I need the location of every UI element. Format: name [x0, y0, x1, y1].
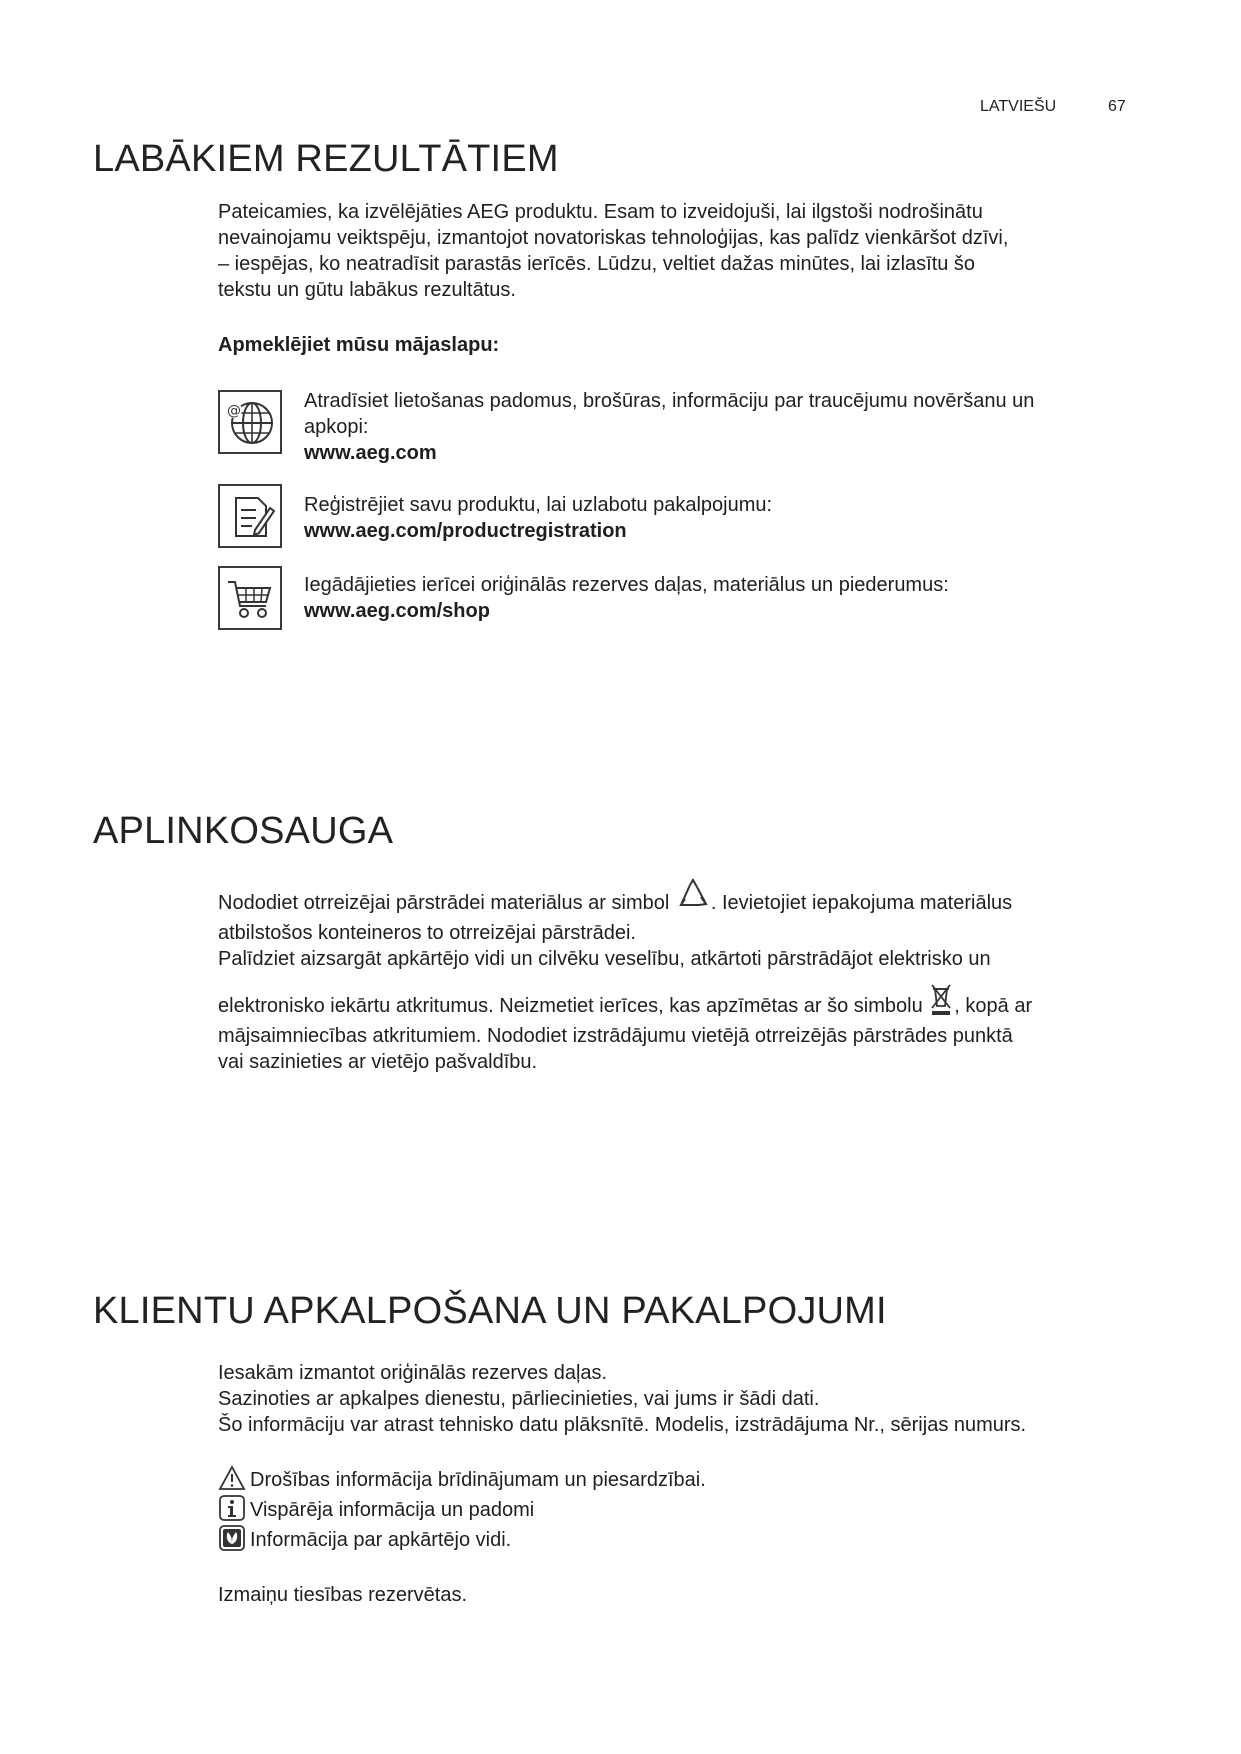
link-description-cont: apkopi: [304, 416, 369, 438]
info-icon [218, 1495, 246, 1521]
web-globe-icon [218, 390, 282, 454]
link-support [304, 388, 1144, 466]
service-line: Iesakām izmantot oriģinālās rezerves daļas. [218, 1362, 608, 1384]
aeg-website-link[interactable]: www.aeg.com [304, 442, 437, 464]
crossed-bin-icon [928, 982, 954, 1023]
environment-line: mājsaimniecības atkritumiem. Nododiet izstrādājumu vietējā otrreizējās pārstrādes punktā [218, 1025, 1013, 1047]
environment-paragraph [218, 877, 1138, 1075]
intro-line: Pateicamies, ka izvēlējāties AEG produktu. Esam to izveidojuši, lai ilgstoši nodrošinātu [218, 201, 983, 223]
link-description: Reģistrējiet savu produktu, lai uzlabotu pakalpojumu: [304, 494, 773, 516]
section-title-best-results: LABĀKIEM REZULTĀTIEM [93, 138, 559, 180]
product-registration-link[interactable]: www.aeg.com/productregistration [304, 520, 627, 542]
link-description: Iegādājieties ierīcei oriģinālās rezerves daļas, materiālus un piederumus: [304, 574, 949, 596]
service-line: Sazinoties ar apkalpes dienestu, pārliecinieties, vai jums ir šādi dati. [218, 1388, 820, 1410]
environment-line: vai sazinieties ar vietējo pašvaldību. [218, 1051, 538, 1073]
recycle-icon [675, 877, 711, 920]
environment-text: Nododiet otrreizējai pārstrādei materiālus ar simbol [218, 892, 670, 914]
visit-website-label: Apmeklējiet mūsu mājaslapu: [218, 334, 500, 356]
page-number: 67 [1108, 98, 1126, 115]
intro-paragraph [218, 199, 1138, 303]
rights-reserved-note: Izmaiņu tiesības rezervētas. [218, 1584, 467, 1606]
registration-form-icon [218, 484, 282, 548]
language-label: LATVIEŠU [980, 98, 1057, 115]
shop-link[interactable]: www.aeg.com/shop [304, 600, 490, 622]
link-registration [304, 492, 1144, 544]
service-line: Šo informāciju var atrast tehnisko datu plāksnītē. Modelis, izstrādājuma Nr., sērijas numurs. [218, 1414, 1027, 1436]
customer-service-paragraph [218, 1360, 1138, 1438]
legend-text: Vispārēja informācija un padomi [250, 1499, 535, 1521]
legend-text: Drošības informācija brīdinājumam un piesardzībai. [250, 1469, 706, 1491]
legend-safety [218, 1465, 706, 1493]
legend-environment [218, 1525, 511, 1553]
intro-line: tekstu un gūtu labākus rezultātus. [218, 279, 516, 301]
link-shop [304, 572, 1144, 624]
environment-line: Palīdziet aizsargāt apkārtējo vidi un cilvēku veselību, atkārtoti pārstrādājot elektrisko un [218, 948, 991, 970]
svg-text:@: @ [227, 403, 241, 419]
environment-line [218, 877, 1138, 920]
legend-info [218, 1495, 534, 1523]
warning-triangle-icon [218, 1465, 246, 1491]
intro-line: nevainojamu veiktspēju, izmantojot novatoriskas tehnoloģijas, kas palīdz vienkāršot dzīvi, [218, 227, 1009, 249]
shopping-cart-icon [218, 566, 282, 630]
environment-text: , kopā ar [954, 995, 1033, 1017]
environment-text: . Ievietojiet iepakojuma materiālus [710, 892, 1013, 914]
environment-leaf-icon [218, 1525, 246, 1551]
environment-line: atbilstošos konteineros to otrreizējai pārstrādei. [218, 922, 636, 944]
legend-text: Informācija par apkārtējo vidi. [250, 1529, 512, 1551]
environment-line [218, 982, 1138, 1023]
section-title-environment: APLINKOSAUGA [93, 810, 394, 852]
intro-line: – iespējas, ko neatradīsit parastās ierīcēs. Lūdzu, veltiet dažas minūtes, lai izlasītu šo [218, 253, 976, 275]
section-title-customer-service: KLIENTU APKALPOŠANA UN PAKALPOJUMI [93, 1290, 887, 1332]
link-description: Atradīsiet lietošanas padomus, brošūras, informāciju par traucējumu novēršanu un [304, 390, 1035, 412]
environment-text: elektronisko iekārtu atkritumus. Neizmetiet ierīces, kas apzīmētas ar šo simbolu [218, 995, 923, 1017]
